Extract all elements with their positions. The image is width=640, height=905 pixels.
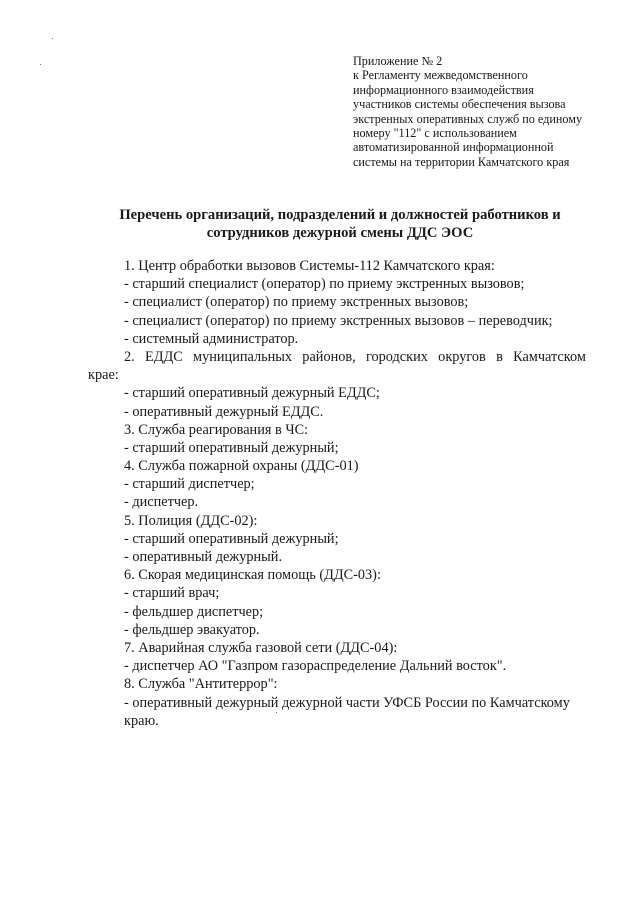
- list-item: - старший оперативный дежурный;: [124, 439, 339, 456]
- appendix-line: системы на территории Камчатского края: [353, 154, 570, 169]
- section-heading-8: 8. Служба "Антитеррор":: [124, 676, 278, 693]
- list-item: - системный администратор.: [124, 330, 299, 347]
- heading-word: городских: [365, 348, 428, 365]
- heading-word: ЕДДС: [145, 348, 183, 365]
- list-item: - старший специалист (оператор) по приему экстренных вызовов;: [124, 276, 525, 293]
- document-title: [90, 206, 590, 242]
- appendix-header: [353, 54, 613, 169]
- list-item: - диспетчер.: [124, 494, 199, 511]
- heading-word: Камчатском: [513, 348, 586, 365]
- document-body: [0, 257, 640, 730]
- list-item: - старший оперативный дежурный;: [124, 530, 339, 547]
- scan-speck: [276, 712, 277, 713]
- scan-speck: [40, 64, 41, 65]
- appendix-line: номеру "112" с использованием: [353, 126, 517, 141]
- title-line-2: сотрудников дежурной смены ДДС ЭОС: [206, 225, 474, 241]
- section-heading-2-continued: крае:: [88, 367, 119, 384]
- appendix-line: информационного взаимодействия: [353, 82, 534, 97]
- heading-word: округов: [438, 348, 486, 365]
- list-item-continued: краю.: [124, 712, 159, 729]
- list-item: - старший врач;: [124, 585, 220, 602]
- section-heading-3: 3. Служба реагирования в ЧС:: [124, 421, 309, 438]
- list-item: - старший диспетчер;: [124, 476, 255, 493]
- appendix-line: к Регламенту межведомственного: [353, 68, 528, 83]
- section-heading-7: 7. Аварийная служба газовой сети (ДДС-04):: [124, 639, 398, 656]
- scan-speck: [52, 38, 53, 39]
- title-line-1: Перечень организаций, подразделений и должностей работников и: [119, 207, 561, 223]
- appendix-line: участников системы обеспечения вызова: [353, 97, 566, 112]
- list-item: - оперативный дежурный ЕДДС.: [124, 403, 324, 420]
- heading-word: муниципальных: [193, 348, 293, 365]
- section-heading-4: 4. Служба пожарной охраны (ДДС-01): [124, 458, 359, 475]
- list-item: - оперативный дежурный.: [124, 549, 283, 565]
- list-item: - старший оперативный дежурный ЕДДС;: [124, 385, 380, 402]
- appendix-line: экстренных оперативных служб по единому: [353, 111, 583, 126]
- heading-word: 2.: [124, 348, 135, 365]
- heading-word: районов,: [302, 348, 356, 365]
- list-item: - фельдшер эвакуатор.: [124, 621, 260, 638]
- appendix-line: автоматизированной информационной: [353, 140, 554, 155]
- section-heading-6: 6. Скорая медицинская помощь (ДДС-03):: [124, 567, 381, 584]
- list-item: - диспетчер АО "Газпром газораспределение Дальний восток".: [124, 658, 507, 675]
- heading-word: в: [496, 348, 503, 365]
- list-item: - специалист (оператор) по приему экстренных вызовов;: [124, 294, 469, 311]
- list-item: - оперативный дежурный дежурной части УФСБ России по Камчатскому: [124, 694, 570, 711]
- list-item: - фельдшер диспетчер;: [124, 603, 264, 620]
- appendix-line: Приложение № 2: [353, 54, 443, 68]
- section-heading-2: [0, 348, 586, 366]
- list-item: - специалист (оператор) по приему экстренных вызовов – переводчик;: [124, 312, 553, 329]
- section-heading-1: 1. Центр обработки вызовов Системы-112 Камчатского края:: [124, 258, 495, 274]
- section-heading-5: 5. Полиция (ДДС-02):: [124, 512, 258, 529]
